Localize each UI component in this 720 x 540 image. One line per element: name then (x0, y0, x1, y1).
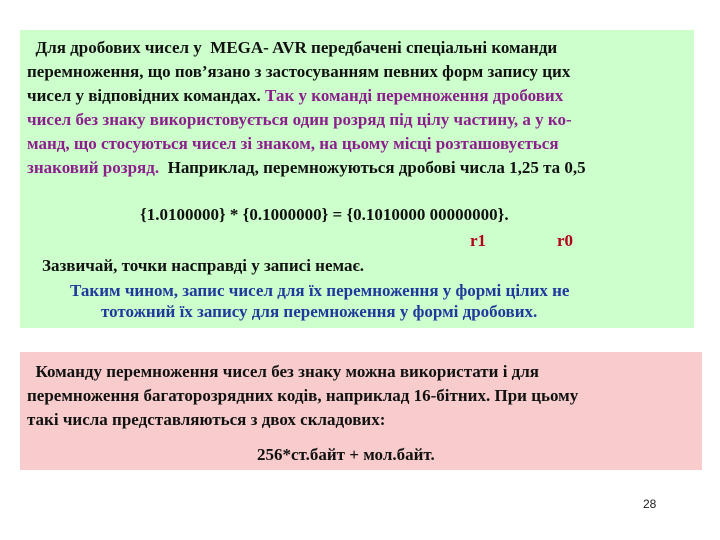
highlighted-line: манд, що стосуються чисел зі знаком, на цьому місці розташовується (27, 134, 559, 153)
conclusion-line: тотожний їх запису для перемноження у формі дробових. (101, 302, 538, 321)
multibyte-line: Команду перемноження чисел без знаку можна використати і для (27, 362, 540, 381)
binary-formula: {1.0100000} * {0.1000000} = {0.1010000 00000000}. (140, 205, 509, 224)
note-text: Зазвичай, точки насправді у записі немає. (42, 256, 365, 275)
multibyte-line: такі числа представляються з двох складових: (27, 410, 386, 429)
intro-line: Для дробових чисел у MEGA- AVR передбачені спеціальні команди (27, 38, 558, 57)
highlighted-text: Так у команді перемноження дробових (265, 86, 564, 105)
intro-line (27, 84, 687, 108)
register-r1-label: r1 (470, 231, 487, 250)
intro-paragraph (27, 36, 687, 180)
intro-text: чисел у відповідних командах. (27, 86, 266, 105)
byte-formula: 256*ст.байт + мол.байт. (257, 445, 435, 464)
multibyte-paragraph (27, 360, 687, 432)
example-text: Наприклад, перемножуються дробові числа 1,25 та 0,5 (159, 158, 586, 177)
highlighted-text: знаковий розряд. (27, 158, 160, 177)
intro-line (27, 156, 687, 180)
intro-line: перемноження, що пов’язано з застосуванням певних форм запису цих (27, 62, 571, 81)
conclusion-line: Таким чином, запис чисел для їх перемноження у формі цілих не (70, 281, 570, 300)
register-r0-label: r0 (557, 231, 574, 250)
page-number: 28 (643, 497, 657, 511)
multibyte-line: перемноження багаторозрядних кодів, наприклад 16-бітних. При цьому (27, 386, 579, 405)
highlighted-line: чисел без знаку використовується один розряд під цілу частину, а у ко- (27, 110, 572, 129)
